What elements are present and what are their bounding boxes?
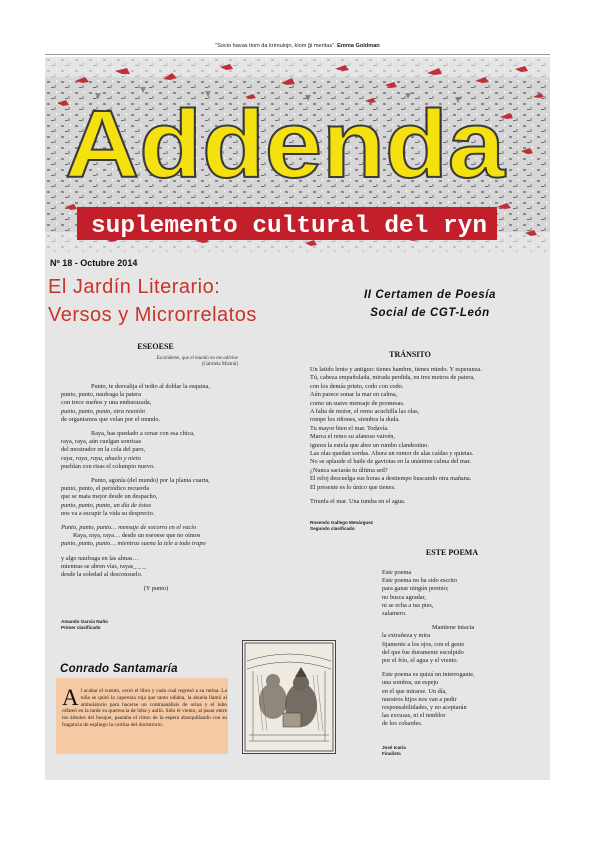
poem-line: del que fue duramente esculpido [382,648,464,656]
poem-line: zalamero. [382,610,407,618]
poem-line: Este poema [382,569,412,576]
poem-line: punto, punto, el periódico recuerda [61,485,150,493]
poem-line: de los cobardes. [382,720,423,728]
poem-line: fijamente a los ojos, con el gesto [382,640,465,648]
poem-line: para ganar ningún premio; [382,585,449,593]
poem-line: punto, punto, punto, otra reunión [61,407,145,415]
poem-line: de organismos que velan por el mundo. [61,415,161,423]
microrrelato-body: l acabar el cuento, cerró el libro y cada cual regresó a su rutina. La niña se quitó la caperuza roja que tanto odiaba, la abuela llamó al ambulatorio para hacerse un contraanálisis de orina y el lobo olfateó en la tarde su querencia de loba y aulló. Sólo el viento, al pasar entre los árboles del bosque, pautaba el ritmo de la espera abarquillando con su fragancia de espliego la cortina del dormitorio. [62,688,227,728]
masthead-title: Addenda [65,91,506,198]
quote-author: Emma Goldman [337,43,380,49]
quote-text: “Socio havas tiom da krimulojn, kiom ĝi meritas”. [215,43,336,49]
header-quote [0,43,595,49]
poem-line: del mostrador en la cola del paro, [61,446,146,454]
drop-cap: A [62,685,79,710]
poem-body-este-poema [382,569,537,735]
certamen-title-line1: II Certamen de Poesía [363,289,497,301]
poem-line: con trece sueños y una embarazada, [61,399,152,407]
section-title-line1: El Jardín Literario: [48,276,221,298]
poem-line: que se mata mejor desde un despacho, [61,493,158,501]
poem-line: Un latido lento y antiguo: tienes hambre, tienes miedo. Y esperanza. [310,366,482,373]
masthead-subtitle: suplemento cultural del ryn [91,213,487,240]
poem-line: y algo naufraga en las almas… [61,554,139,562]
poem-line: A falta de motor, el remo acuchilla las olas, [310,408,420,416]
poem-line: El reloj descuelga sus horas a destiempo buscando otra mañana. [310,475,472,483]
author-name: Amando García Nuño [61,619,108,624]
stanza [61,383,251,424]
stanza [61,524,251,549]
stanza [61,477,251,518]
poem-epigraph [110,356,238,368]
microrrelato-author-title: Conrado Santamaría [60,663,178,675]
poem-line: responsabilidades, y no aceptarán [382,704,467,712]
author-name: José Icaria [382,745,406,750]
epigraph-text: Escóndeme, que el mundo no me adivine [156,356,238,361]
poem-line: punto, punto, punto, un día de éstos [61,501,152,509]
poem-line: nos va a escupir la vida su desprecio. [61,509,155,517]
poem-line: Punto, te desvalija el tedio al doblar la esquina, [91,383,210,390]
poem-line: Raya, has quedado a cenar con esa chica, [91,430,195,438]
poem-line: raya, raya, raya, abuelo y nieto [61,454,141,462]
poem-line: la extrañeza y mira [382,632,431,640]
poem-title-eseoese: ESEOESE [137,342,174,351]
poem-line: desde la soledad al desconsuelo. [61,571,143,579]
poem-line: como un suave mensaje de promesas. [310,399,405,407]
stanza [382,624,537,665]
poem-title-este-poema: ESTE POEMA [425,548,479,557]
issue-number: Nº 18 - Octubre 2014 [50,258,138,268]
poem-line: Este poema no ha sido escrito [382,577,458,585]
author-award: Primer clasificado [61,625,101,630]
poem-line: raya, raya, aún cuelgan sonrisas [61,438,142,446]
poem-line: punto, punto, naufraga la patera [61,391,142,399]
author-name: Rosendo Gallego Menárguez [310,520,374,525]
stanza [61,555,251,580]
poem-line: El presente es lo único que tienes. [310,483,396,491]
stanza [61,430,251,471]
stanza [310,366,542,492]
poem-body-eseoese [61,383,251,599]
microrrelato-text [62,685,227,729]
author-signature [61,619,108,631]
poem-line: Mantiene intacta [432,624,475,632]
stanza [382,671,537,728]
author-signature [310,520,373,532]
poem-line: Aún parece sonar la mar en calma, [310,391,398,399]
poem-line: punto, punto, punto… mientras suena la tele a todo trapo [61,540,206,548]
poem-line: ¿Nunca saciarás tu última sed? [310,466,388,474]
poem-line: mientras se abren vías, rayas_ _ _ [61,562,146,570]
poem-line: Punto, punto, punto… mensaje de socorro en el vacío [61,524,197,532]
poem-line: Tu mayor bien el mar. Todavía. [310,424,389,432]
poem-last-line: Triunfa el mar. Una tumba en el agua. [310,498,406,506]
poem-line: ni se echa a tus pies, [382,601,434,609]
poem-line: una sombra, un espejo [382,679,439,687]
epigraph-author: (Gabriela Mistral) [201,362,238,367]
poem-line: en el que mirarse. Un día, [382,687,447,695]
poem-line: Este poema es quizá un interrogante, [382,671,475,679]
section-title-line2: Versos y Microrrelatos [48,304,257,326]
poem-line: las excusas, ni el temblor [382,712,446,720]
author-signature [382,745,406,757]
poem-line: No se aplaude el baile de gaviotas en la unánime calma del mar. [310,458,472,466]
poem-closing: (Y punto) [143,585,169,593]
certamen-title-line2: Social de CGT-León [370,307,490,319]
poem-line: no busca agradar, [382,593,426,601]
stanza [382,569,537,618]
poem-line: Tú, cabeza empañolada, mirada perdida, en tres metros de patera, [310,374,475,382]
header-rule [45,54,550,55]
poem-line: por el frío, el agua y el viento. [382,657,459,665]
poem-line: rompe los riñones, siembra la duda. [310,416,400,424]
poem-line: Punto, agonía (del mundo) por la planta cuarta, [91,477,210,485]
masthead-banner [45,57,550,252]
poem-line: nuestros hijos nos van a pedir [382,695,457,703]
engraving-illustration [242,640,336,754]
author-award: Finalista [382,751,401,756]
poem-line: Marca el remo su afanoso vaivén, [310,433,395,441]
poem-line: con los demás prieto, codo con codo. [310,382,404,390]
poem-line: pueblan con risas el columpio nuevo. [61,462,155,470]
poem-body-transito [310,366,542,513]
poem-line: ignora la estela que abre un rumbo clandestino. [310,441,429,449]
poem-line: Las olas quedan sordas. Ahora un rumor de alas caídas y quietas. [310,450,474,458]
poem-title-transito: TRÁNSITO [389,350,431,359]
author-award: Segundo clasificado [310,526,355,531]
poem-line: Raya, raya, raya… desde un eseoese que no oímos [73,532,201,540]
